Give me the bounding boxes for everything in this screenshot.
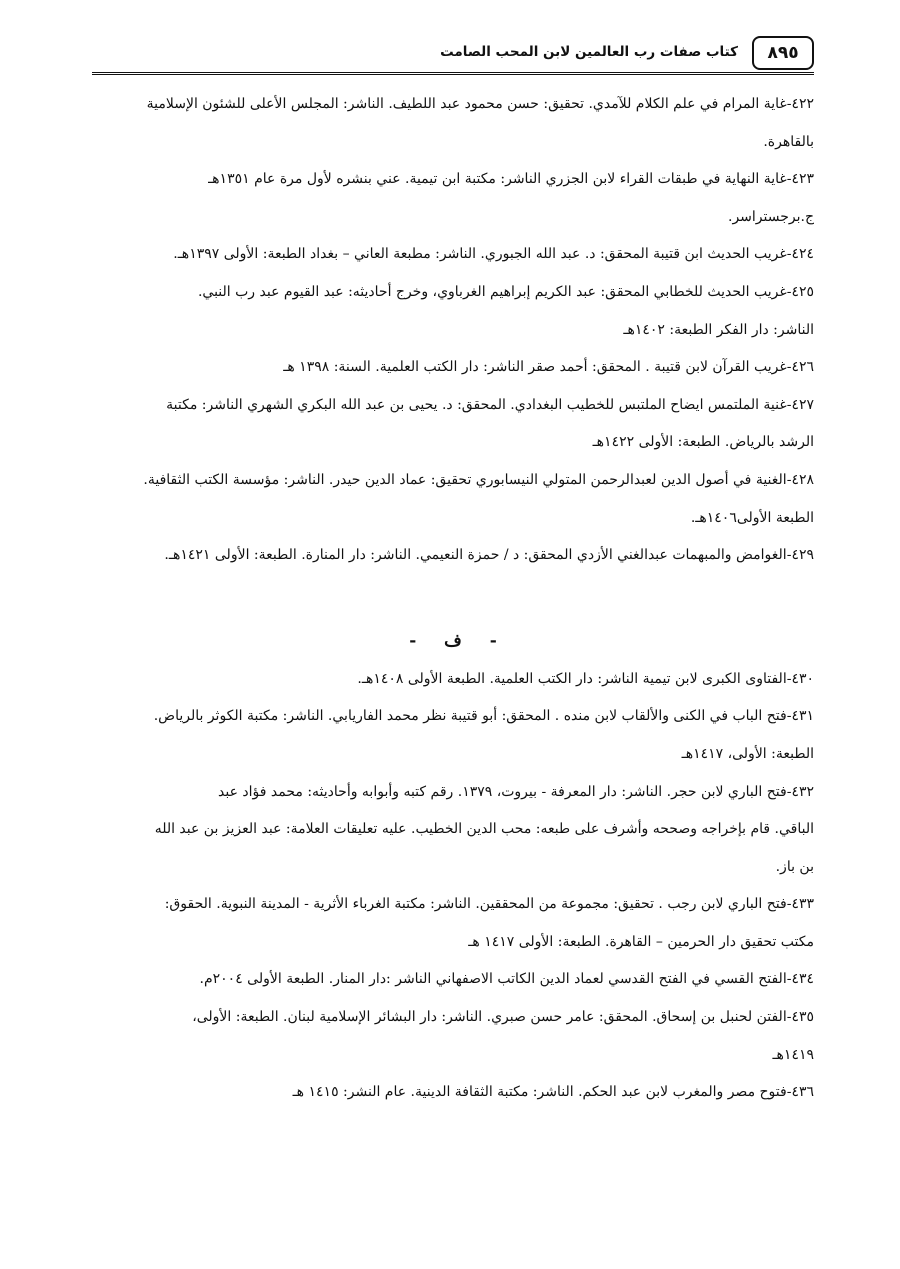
text-line: ٤٣٠-الفتاوى الكبرى لابن تيمية الناشر: دار الكتب العلمية. الطبعة الأولى ١٤٠٨هـ. (357, 670, 814, 687)
text-line: الرشد بالرياض. الطبعة: الأولى ١٤٢٢هـ (592, 434, 814, 451)
text-line: الطبعة: الأولى، ١٤١٧هـ (681, 745, 814, 762)
text-line: ٤٢٤-غريب الحديث ابن قتيبة المحقق: د. عبد الله الجبوري. الناشر: مطبعة العاني – بغداد الطبعة: الأولى ١٣٩٧هـ. (173, 246, 814, 263)
text-line: الطبعة الأولى١٤٠٦هـ. (690, 509, 814, 526)
running-title: كتاب صفات رب العالمين لابن المحب الصامت (440, 44, 738, 60)
page-header (92, 36, 814, 76)
text-line: ٤٢٥-غريب الحديث للخطابي المحقق: عبد الكريم إبراهيم الغرباوي، وخرج أحاديثه: عبد القيوم عبد رب النبي. (197, 283, 814, 300)
text-line: ٤٢٦-غريب القرآن لابن قتيبة . المحقق: أحمد صقر الناشر: دار الكتب العلمية. السنة: ١٣٩٨ هـ (283, 359, 814, 376)
text-line: بالقاهرة. (763, 133, 814, 150)
text-line: ٤٢٨-الغنية في أصول الدين لعبدالرحمن المتولي النيسابوري تحقيق: عماد الدين حيدر. الناشر: مؤسسة الكتب الثقافية. (143, 471, 814, 488)
text-line: ٤٣٥-الفتن لحنبل بن إسحاق. المحقق: عامر حسن صبري. الناشر: دار البشائر الإسلامية لبنان. الطبعة: الأولى، (192, 1009, 814, 1026)
header-rule (92, 72, 814, 75)
text-line: ٤٣١-فتح الباب في الكنى والألقاب لابن منده . المحقق: أبو قتيبة نظر محمد الفاريابي. الناشر: مكتبة الكوثر بالرياض. (153, 708, 814, 725)
text-line: ٤٣٤-الفتح القسي في الفتح القدسي لعماد الدين الكاتب الاصفهاني الناشر :دار المنار. الطبعة الأولى ٢٠٠٤م. (199, 971, 814, 988)
text-line: مكتب تحقيق دار الحرمين – القاهرة. الطبعة: الأولى ١٤١٧ هـ (468, 933, 814, 950)
entries-block-ghain (92, 86, 814, 575)
text-line: الناشر: دار الفكر الطبعة: ١٤٠٢هـ (623, 321, 814, 338)
text-line: ٤٢٧-غنية الملتمس ايضاح الملتبس للخطيب البغدادي. المحقق: د. يحيى بن عبد الله البكري الشهري الناشر: مكتبة (166, 396, 814, 413)
text-line: ٤٣٢-فتح الباري لابن حجر. الناشر: دار المعرفة - بيروت، ١٣٧٩. رقم كتبه وأبوابه وأحاديثه: محمد فؤاد عبد (218, 783, 814, 800)
text-line: ١٤١٩هـ (772, 1046, 814, 1063)
text-line: الباقي. قام بإخراجه وصححه وأشرف على طبعه: محب الدين الخطيب. عليه تعليقات العلامة: عبد العزيز بن عبد الله (154, 821, 814, 838)
entries-block-fa (92, 661, 814, 1112)
text-line: ٤٣٣-فتح الباري لابن رجب . تحقيق: مجموعة من المحققين. الناشر: مكتبة الغرباء الأثرية - المدينة النبوية. الحقوق: (164, 896, 814, 913)
page-number-box: ٨٩٥ (752, 36, 814, 70)
text-line: ٤٣٦-فتوح مصر والمغرب لابن عبد الحكم. الناشر: مكتبة الثقافة الدينية. عام النشر: ١٤١٥ هـ (292, 1084, 814, 1101)
text-line: ٤٢٣-غاية النهاية في طبقات القراء لابن الجزري الناشر: مكتبة ابن تيمية. عني بنشره لأول مرة عام ١٣٥١هـ (208, 171, 814, 188)
section-gap (92, 575, 814, 621)
text-line: ج.برجستراسر. (728, 208, 814, 225)
section-heading-fa: - ف - (409, 630, 497, 651)
bibliography-body (92, 86, 814, 1112)
text-line: بن باز. (775, 858, 814, 875)
text-line: ٤٢٢-غاية المرام في علم الكلام للآمدي. تحقيق: حسن محمود عبد اللطيف. الناشر: المجلس الأعلى للشئون الإسلامية (146, 96, 814, 112)
text-line: ٤٢٩-الغوامض والمبهمات عبدالغني الأزدي المحقق: د / حمزة النعيمي. الناشر: دار المنارة. الطبعة: الأولى ١٤٢١هـ. (164, 547, 814, 564)
